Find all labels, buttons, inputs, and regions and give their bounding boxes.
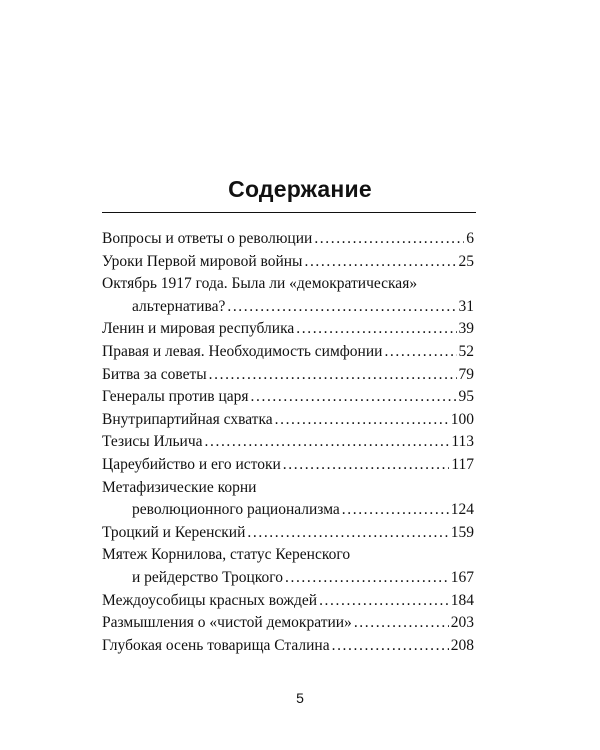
toc-entry-page: 184 bbox=[450, 591, 474, 609]
toc-entry-page: 31 bbox=[458, 297, 474, 315]
dot-leader bbox=[342, 499, 449, 522]
toc-entry-page: 6 bbox=[466, 230, 474, 247]
toc-entry-title: Глубокая осень товарища Сталина bbox=[102, 636, 330, 654]
toc-entry-line bbox=[102, 273, 474, 296]
toc-entry[interactable] bbox=[102, 477, 474, 522]
toc-entry-page: 25 bbox=[458, 252, 474, 270]
toc-entry-title: Троцкий и Керенский bbox=[102, 523, 246, 541]
dot-leader bbox=[227, 296, 456, 319]
toc-entry[interactable] bbox=[102, 590, 474, 613]
toc-entry[interactable] bbox=[102, 612, 474, 635]
toc-entry-page: 113 bbox=[451, 433, 474, 451]
toc-entry-line bbox=[102, 544, 474, 567]
toc-entry[interactable] bbox=[102, 386, 474, 409]
toc-entry[interactable] bbox=[102, 273, 474, 318]
toc-entry[interactable] bbox=[102, 409, 474, 432]
toc-entry[interactable] bbox=[102, 341, 474, 364]
toc-entry-line bbox=[102, 431, 474, 454]
toc-entry[interactable] bbox=[102, 544, 474, 589]
toc-entry-title: Октябрь 1917 года. Была ли «демократическая» bbox=[102, 275, 418, 293]
toc-entry-line bbox=[102, 590, 474, 613]
toc-entry-title: Тезисы Ильича bbox=[102, 433, 203, 451]
toc-entry-page: 100 bbox=[450, 410, 474, 428]
toc-entry-continuation-line bbox=[102, 499, 474, 522]
toc-entry-title: Битва за советы bbox=[102, 365, 207, 383]
dot-leader bbox=[275, 409, 449, 432]
toc-entry-title: Правая и левая. Необходимость симфонии bbox=[102, 342, 383, 360]
toc-entry-continuation-line bbox=[102, 567, 474, 590]
dot-leader bbox=[319, 590, 449, 613]
toc-entry-page: 95 bbox=[458, 388, 474, 406]
toc-entry-title: и рейдерство Троцкого bbox=[132, 568, 283, 586]
toc-entry-title: Ленин и мировая республика bbox=[102, 320, 295, 338]
dot-leader bbox=[384, 341, 456, 364]
toc-entry[interactable] bbox=[102, 251, 474, 274]
dot-leader bbox=[285, 567, 449, 590]
toc-entry-continuation-line bbox=[102, 296, 474, 319]
toc-entry-title: Генералы против царя bbox=[102, 388, 249, 406]
toc-entry-page: 208 bbox=[450, 636, 474, 654]
toc-entry[interactable] bbox=[102, 228, 474, 251]
toc-entry-title: Междоусобицы красных вождей bbox=[102, 591, 318, 609]
toc-entry-line bbox=[102, 409, 474, 432]
toc-entry-page: 203 bbox=[450, 614, 474, 632]
toc-entry-page: 79 bbox=[458, 365, 474, 383]
toc-entry-page: 124 bbox=[450, 501, 474, 519]
dot-leader bbox=[283, 454, 450, 477]
toc-entry-page: 167 bbox=[450, 568, 474, 586]
toc-entry-title: Уроки Первой мировой войны bbox=[102, 252, 303, 270]
toc-entry-line bbox=[102, 318, 474, 341]
dot-leader bbox=[209, 364, 457, 387]
dot-leader bbox=[314, 228, 464, 251]
toc-entry-title: Метафизические корни bbox=[102, 478, 257, 496]
toc-entry-page: 52 bbox=[458, 342, 474, 360]
toc-entry-title: революционного рационализма bbox=[132, 501, 340, 519]
toc-entry-title: альтернатива? bbox=[132, 297, 226, 315]
dot-leader bbox=[247, 522, 448, 545]
toc-entry-line bbox=[102, 364, 474, 387]
toc-entry-line bbox=[102, 612, 474, 635]
toc-entry[interactable] bbox=[102, 318, 474, 341]
toc-entry-line bbox=[102, 341, 474, 364]
toc-entry-line bbox=[102, 386, 474, 409]
toc-entry-page: 39 bbox=[458, 320, 474, 338]
table-of-contents bbox=[102, 228, 474, 657]
toc-entry-title: Вопросы и ответы о революции bbox=[102, 230, 313, 247]
toc-entry[interactable] bbox=[102, 635, 474, 658]
toc-entry-line bbox=[102, 454, 474, 477]
toc-entry-line bbox=[102, 477, 474, 500]
toc-entry[interactable] bbox=[102, 522, 474, 545]
toc-entry[interactable] bbox=[102, 454, 474, 477]
dot-leader bbox=[304, 251, 456, 274]
dot-leader bbox=[251, 386, 457, 409]
toc-entry-line bbox=[102, 251, 474, 274]
heading-underline bbox=[102, 212, 476, 213]
toc-heading: Содержание bbox=[228, 176, 372, 202]
toc-entry-title: Мятеж Корнилова, статус Керенского bbox=[102, 546, 351, 564]
dot-leader bbox=[354, 612, 449, 635]
dot-leader bbox=[205, 431, 450, 454]
toc-entry-line bbox=[102, 228, 474, 251]
dot-leader bbox=[332, 635, 449, 658]
toc-entry-line bbox=[102, 522, 474, 545]
toc-entry-page: 159 bbox=[450, 523, 474, 541]
toc-entry[interactable] bbox=[102, 431, 474, 454]
toc-entry-page: 117 bbox=[451, 455, 474, 473]
toc-entry-title: Размышления о «чистой демократии» bbox=[102, 614, 352, 632]
toc-entry-title: Цареубийство и его истоки bbox=[102, 455, 281, 473]
toc-entry[interactable] bbox=[102, 364, 474, 387]
page-number: 5 bbox=[296, 690, 304, 706]
dot-leader bbox=[296, 318, 456, 341]
toc-entry-title: Внутрипартийная схватка bbox=[102, 410, 273, 428]
toc-entry-line bbox=[102, 635, 474, 658]
